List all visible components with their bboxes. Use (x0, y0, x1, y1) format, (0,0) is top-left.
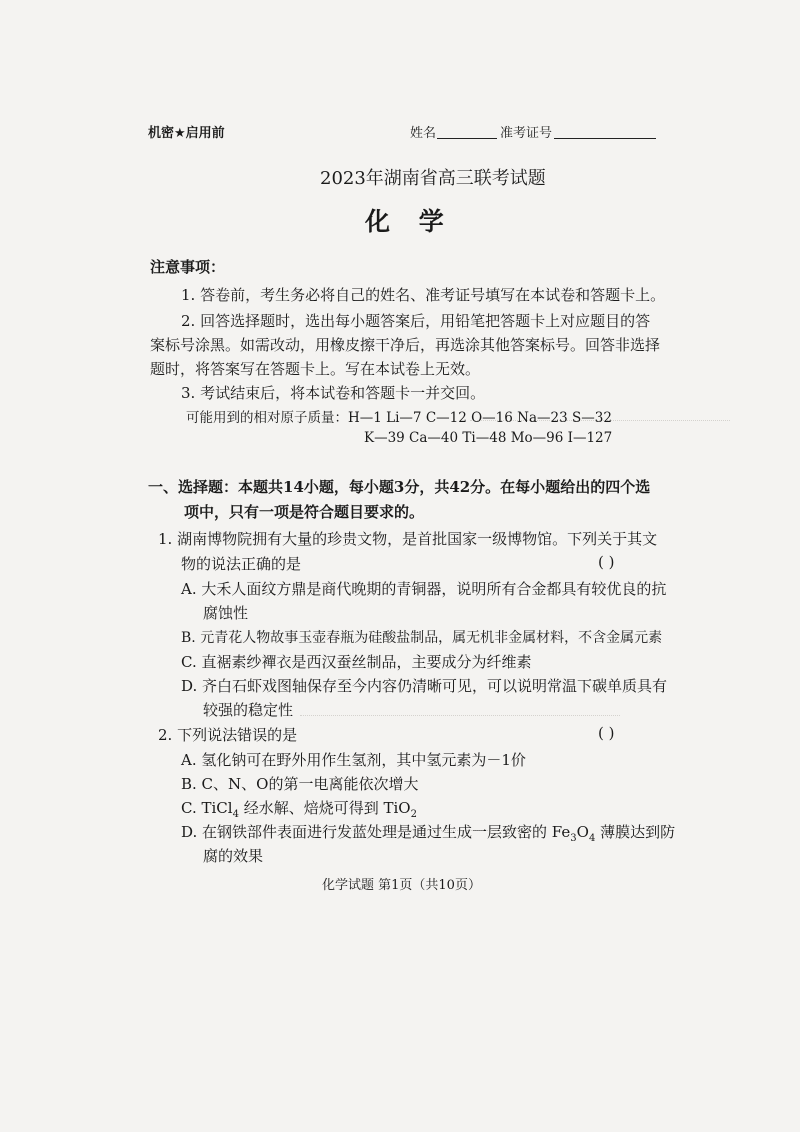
name-label: 姓名 (410, 126, 437, 141)
question-2-option-c (181, 797, 417, 820)
question-1-stem-line-2: 物的说法正确的是 (181, 555, 302, 573)
question-1-option-d-line-1: D. 齐白石虾戏图轴保存至今内容仍清晰可见，可以说明常温下碳单质具有 (181, 677, 668, 695)
question-2-answer-bracket: ( ) (598, 724, 615, 742)
subject-title: 化 学 (365, 207, 454, 236)
question-1-option-a-line-1: A. 大禾人面纹方鼎是商代晚期的青铜器，说明所有合金都具有较优良的抗 (181, 580, 667, 598)
notice-item-2-line-3: 题时，将答案写在答题卡上。写在本试卷上无效。 (150, 360, 481, 378)
notice-item-1: 1. 答卷前，考生务必将自己的姓名、准考证号填写在本试卷和答题卡上。 (181, 286, 666, 304)
question-1-stem-line-1: 1. 湖南博物院拥有大量的珍贵文物，是首批国家一级博物馆。下列关于其文 (158, 530, 658, 548)
atomic-masses-line-1: 可能用到的相对原子质量：H—1 Li—7 C—12 O—16 Na—23 S—32 (186, 410, 612, 426)
question-1-option-a-line-2: 腐蚀性 (203, 604, 249, 622)
question-1-option-b: B. 元青花人物故事玉壶春瓶为硅酸盐制品，属无机非金属材料，不含金属元素 (181, 630, 663, 646)
ticket-number-label: 准考证号 (500, 126, 553, 141)
question-1-option-c: C. 直裾素纱襌衣是西汉蚕丝制品，主要成分为纤维素 (181, 653, 532, 671)
notice-heading: 注意事项： (150, 258, 226, 276)
page-footer: 化学试题 第1页（共10页） (322, 878, 481, 893)
option-c-text-2: 经水解、焙烧可得到 TiO (238, 799, 411, 817)
exam-title: 2023年湖南省高三联考试题 (320, 168, 546, 189)
question-1-answer-bracket: ( ) (598, 553, 615, 571)
bleed-through-mark (300, 715, 620, 726)
confidential-label: 机密★启用前 (148, 126, 225, 141)
option-c-subscript-2: 2 (410, 809, 417, 820)
ticket-number-blank-line (554, 138, 656, 139)
notice-item-3: 3. 考试结束后，将本试卷和答题卡一并交回。 (181, 384, 486, 402)
notice-item-2-line-2: 案标号涂黑。如需改动，用橡皮擦干净后，再选涂其他答案标号。回答非选择 (150, 336, 661, 354)
question-2-option-b: B. C、N、O的第一电离能依次增大 (181, 775, 419, 793)
notice-item-2-line-1: 2. 回答选择题时，选出每小题答案后，用铅笔把答题卡上对应题目的答 (181, 312, 651, 330)
question-2-option-d-line-1 (181, 821, 675, 844)
option-d-text-1: D. 在钢铁部件表面进行发蓝处理是通过生成一层致密的 Fe (181, 823, 571, 841)
question-2-option-d-line-2: 腐的效果 (203, 847, 264, 865)
option-d-subscript-2: 4 (588, 833, 596, 844)
question-1-option-d-line-2: 较强的稳定性 (203, 701, 294, 719)
question-2-stem: 2. 下列说法错误的是 (158, 726, 298, 744)
atomic-masses-line-2: K—39 Ca—40 Ti—48 Mo—96 I—127 (364, 430, 613, 446)
question-2-option-a: A. 氢化钠可在野外用作生氢剂，其中氢元素为－1价 (181, 751, 526, 769)
option-c-subscript-1: 4 (232, 809, 239, 820)
option-c-text-1: C. TiCl (181, 799, 233, 817)
section-1-heading-line-1: 一、选择题：本题共14小题，每小题3分，共42分。在每小题给出的四个选 (148, 478, 651, 496)
name-blank-line (437, 138, 497, 139)
option-d-text-3: 薄膜达到防 (595, 823, 676, 841)
option-d-text-2: O (576, 823, 589, 841)
option-d-subscript-1: 3 (570, 833, 577, 844)
section-1-heading-line-2: 项中，只有一项是符合题目要求的。 (184, 503, 425, 521)
